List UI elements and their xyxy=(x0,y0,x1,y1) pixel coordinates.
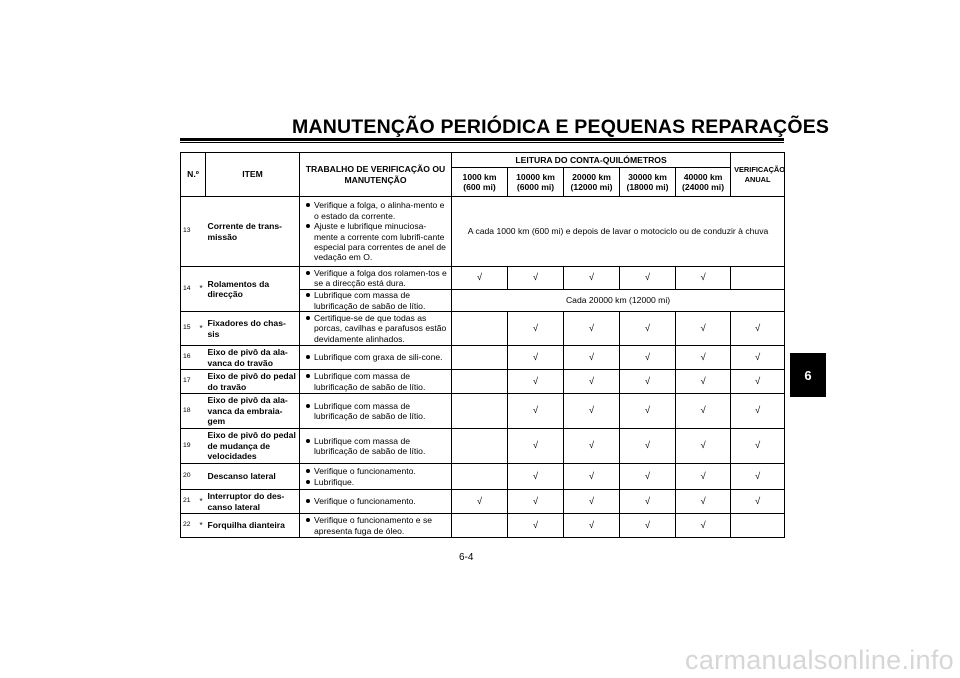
check-mark: √ xyxy=(508,312,564,346)
title-rule-thin xyxy=(180,142,784,143)
empty-cell xyxy=(731,514,785,538)
header-num: N.º xyxy=(181,153,206,197)
check-mark: √ xyxy=(508,464,564,490)
check-mark: √ xyxy=(508,429,564,464)
row-interval-text: A cada 1000 km (600 mi) e depois de lavar o motociclo ou de conduzir à chuva xyxy=(452,197,785,267)
check-mark: √ xyxy=(620,370,676,394)
row-star xyxy=(197,464,206,490)
work-bullet: Lubrifique com graxa de sili-cone. xyxy=(314,352,448,362)
chapter-tab: 6 xyxy=(790,353,826,397)
header-interval: 20000 km (12000 mi) xyxy=(564,168,620,197)
watermark: carmanualsonline.info xyxy=(685,645,954,675)
check-mark: √ xyxy=(564,370,620,394)
empty-cell xyxy=(731,267,785,290)
check-mark: √ xyxy=(731,346,785,370)
row-work xyxy=(300,514,452,538)
check-mark: √ xyxy=(731,312,785,346)
work-bullet: Verifique a folga dos rolamen-tos e se a direcção está dura. xyxy=(314,267,447,288)
work-bullet: Certifique-se de que todas as porcas, cavilhas e parafusos estão devidamente alinhados. xyxy=(314,312,447,344)
title-rule xyxy=(180,138,784,141)
check-mark: √ xyxy=(620,514,676,538)
check-mark: √ xyxy=(676,370,731,394)
empty-cell xyxy=(452,346,508,370)
row-item: Eixo de pivô do pedal do travão xyxy=(206,370,300,394)
check-mark: √ xyxy=(564,346,620,370)
check-mark: √ xyxy=(676,346,731,370)
page-title: MANUTENÇÃO PERIÓDICA E PEQUENAS REPARAÇÕES xyxy=(292,116,830,138)
table-row xyxy=(181,429,785,464)
row-item: Eixo de pivô da ala-vanca da embraia-gem xyxy=(206,394,300,429)
row-number: 20 xyxy=(181,464,197,490)
row-item: Corrente de trans-missão xyxy=(206,197,300,267)
row-star xyxy=(197,429,206,464)
header-interval: 30000 km (18000 mi) xyxy=(620,168,676,197)
check-mark: √ xyxy=(564,312,620,346)
header-interval: 1000 km (600 mi) xyxy=(452,168,508,197)
check-mark: √ xyxy=(564,490,620,514)
row-number: 17 xyxy=(181,370,197,394)
table-row xyxy=(181,346,785,370)
check-mark: √ xyxy=(676,394,731,429)
row-work xyxy=(300,267,452,290)
check-mark: √ xyxy=(508,370,564,394)
empty-cell xyxy=(452,514,508,538)
table-row xyxy=(181,370,785,394)
table-row xyxy=(181,464,785,490)
work-bullet: Lubrifique com massa de lubrificação de sabão de lítio. xyxy=(314,290,448,311)
page-number: 6-4 xyxy=(459,552,474,563)
row-number: 19 xyxy=(181,429,197,464)
check-mark: √ xyxy=(620,346,676,370)
check-mark: √ xyxy=(731,429,785,464)
row-star xyxy=(197,370,206,394)
work-bullet: Verifique a folga, o alinha-mento e o estado da corrente. xyxy=(314,200,448,221)
row-star: * xyxy=(197,267,206,312)
work-bullet: Verifique o funcionamento. xyxy=(314,466,448,476)
table-row xyxy=(181,267,785,290)
empty-cell xyxy=(452,394,508,429)
row-number: 15 xyxy=(181,312,197,346)
check-mark: √ xyxy=(620,267,676,290)
check-mark: √ xyxy=(564,514,620,538)
row-work xyxy=(300,490,452,514)
work-bullet: Lubrifique com massa de lubrificação de sabão de lítio. xyxy=(314,436,448,457)
row-number: 13 xyxy=(181,197,197,267)
row-work xyxy=(300,197,452,267)
empty-cell xyxy=(452,312,508,346)
check-mark: √ xyxy=(508,514,564,538)
row-item: Descanso lateral xyxy=(206,464,300,490)
row-work xyxy=(300,429,452,464)
check-mark: √ xyxy=(508,346,564,370)
row-item: Eixo de pivô da ala-vanca do travão xyxy=(206,346,300,370)
maintenance-schedule-table xyxy=(180,152,785,538)
empty-cell xyxy=(452,370,508,394)
row-star: * xyxy=(197,312,206,346)
work-bullet: Lubrifique com massa de lubrificação de sabão de lítio. xyxy=(314,401,448,422)
check-mark: √ xyxy=(676,429,731,464)
header-interval: 10000 km (6000 mi) xyxy=(508,168,564,197)
check-mark: √ xyxy=(731,464,785,490)
check-mark: √ xyxy=(564,464,620,490)
check-mark: √ xyxy=(452,267,508,290)
check-mark: √ xyxy=(676,267,731,290)
row-number: 14 xyxy=(181,267,197,312)
work-bullet: Verifique o funcionamento e se apresenta fuga de óleo. xyxy=(314,515,448,536)
header-annual: VERIFICAÇÃO ANUAL xyxy=(731,153,785,197)
header-item: ITEM xyxy=(206,153,300,197)
row-work xyxy=(300,346,452,370)
row-star xyxy=(197,346,206,370)
row-work xyxy=(300,464,452,490)
row-item: Interruptor do des-canso lateral xyxy=(206,490,300,514)
check-mark: √ xyxy=(676,490,731,514)
header-interval: 40000 km (24000 mi) xyxy=(676,168,731,197)
table-row xyxy=(181,514,785,538)
row-item: Fixadores do chas-sis xyxy=(206,312,300,346)
work-bullet: Ajuste e lubrifique minuciosa-mente a corrente com lubrifi-cante especial para correntes de anel de vedação em O. xyxy=(314,221,448,263)
row-number: 21 xyxy=(181,490,197,514)
row-work xyxy=(300,370,452,394)
check-mark: √ xyxy=(508,267,564,290)
check-mark: √ xyxy=(731,394,785,429)
row-item: Forquilha dianteira xyxy=(206,514,300,538)
row-number: 16 xyxy=(181,346,197,370)
row-star xyxy=(197,394,206,429)
row-item: Rolamentos da direcção xyxy=(206,267,300,312)
table-row xyxy=(181,197,785,267)
table-row xyxy=(181,394,785,429)
header-odometer: LEITURA DO CONTA-QUILÓMETROS xyxy=(452,153,731,168)
work-bullet: Verifique o funcionamento. xyxy=(314,496,448,506)
empty-cell xyxy=(452,464,508,490)
work-bullet: Lubrifique com massa de lubrificação de sabão de lítio. xyxy=(314,371,448,392)
check-mark: √ xyxy=(564,394,620,429)
check-mark: √ xyxy=(564,267,620,290)
check-mark: √ xyxy=(731,370,785,394)
check-mark: √ xyxy=(564,429,620,464)
check-mark: √ xyxy=(676,312,731,346)
row-work xyxy=(300,394,452,429)
row-item: Eixo de pivô do pedal de mudança de velocidades xyxy=(206,429,300,464)
check-mark: √ xyxy=(620,429,676,464)
check-mark: √ xyxy=(731,490,785,514)
check-mark: √ xyxy=(508,490,564,514)
table-row xyxy=(181,312,785,346)
row-star xyxy=(197,197,206,267)
check-mark: √ xyxy=(508,394,564,429)
row-work xyxy=(300,312,452,346)
header-work: TRABALHO DE VERIFICAÇÃO OU MANUTENÇÃO xyxy=(300,153,452,197)
row-star: * xyxy=(197,490,206,514)
work-bullet: Lubrifique. xyxy=(314,477,448,487)
check-mark: √ xyxy=(620,464,676,490)
row-number: 18 xyxy=(181,394,197,429)
check-mark: √ xyxy=(620,312,676,346)
check-mark: √ xyxy=(620,490,676,514)
check-mark: √ xyxy=(676,514,731,538)
check-mark: √ xyxy=(620,394,676,429)
row-interval-text: Cada 20000 km (12000 mi) xyxy=(452,290,785,312)
empty-cell xyxy=(452,429,508,464)
row-number: 22 xyxy=(181,514,197,538)
row-work xyxy=(300,290,452,312)
check-mark: √ xyxy=(452,490,508,514)
row-star: * xyxy=(197,514,206,538)
check-mark: √ xyxy=(676,464,731,490)
table-row xyxy=(181,490,785,514)
